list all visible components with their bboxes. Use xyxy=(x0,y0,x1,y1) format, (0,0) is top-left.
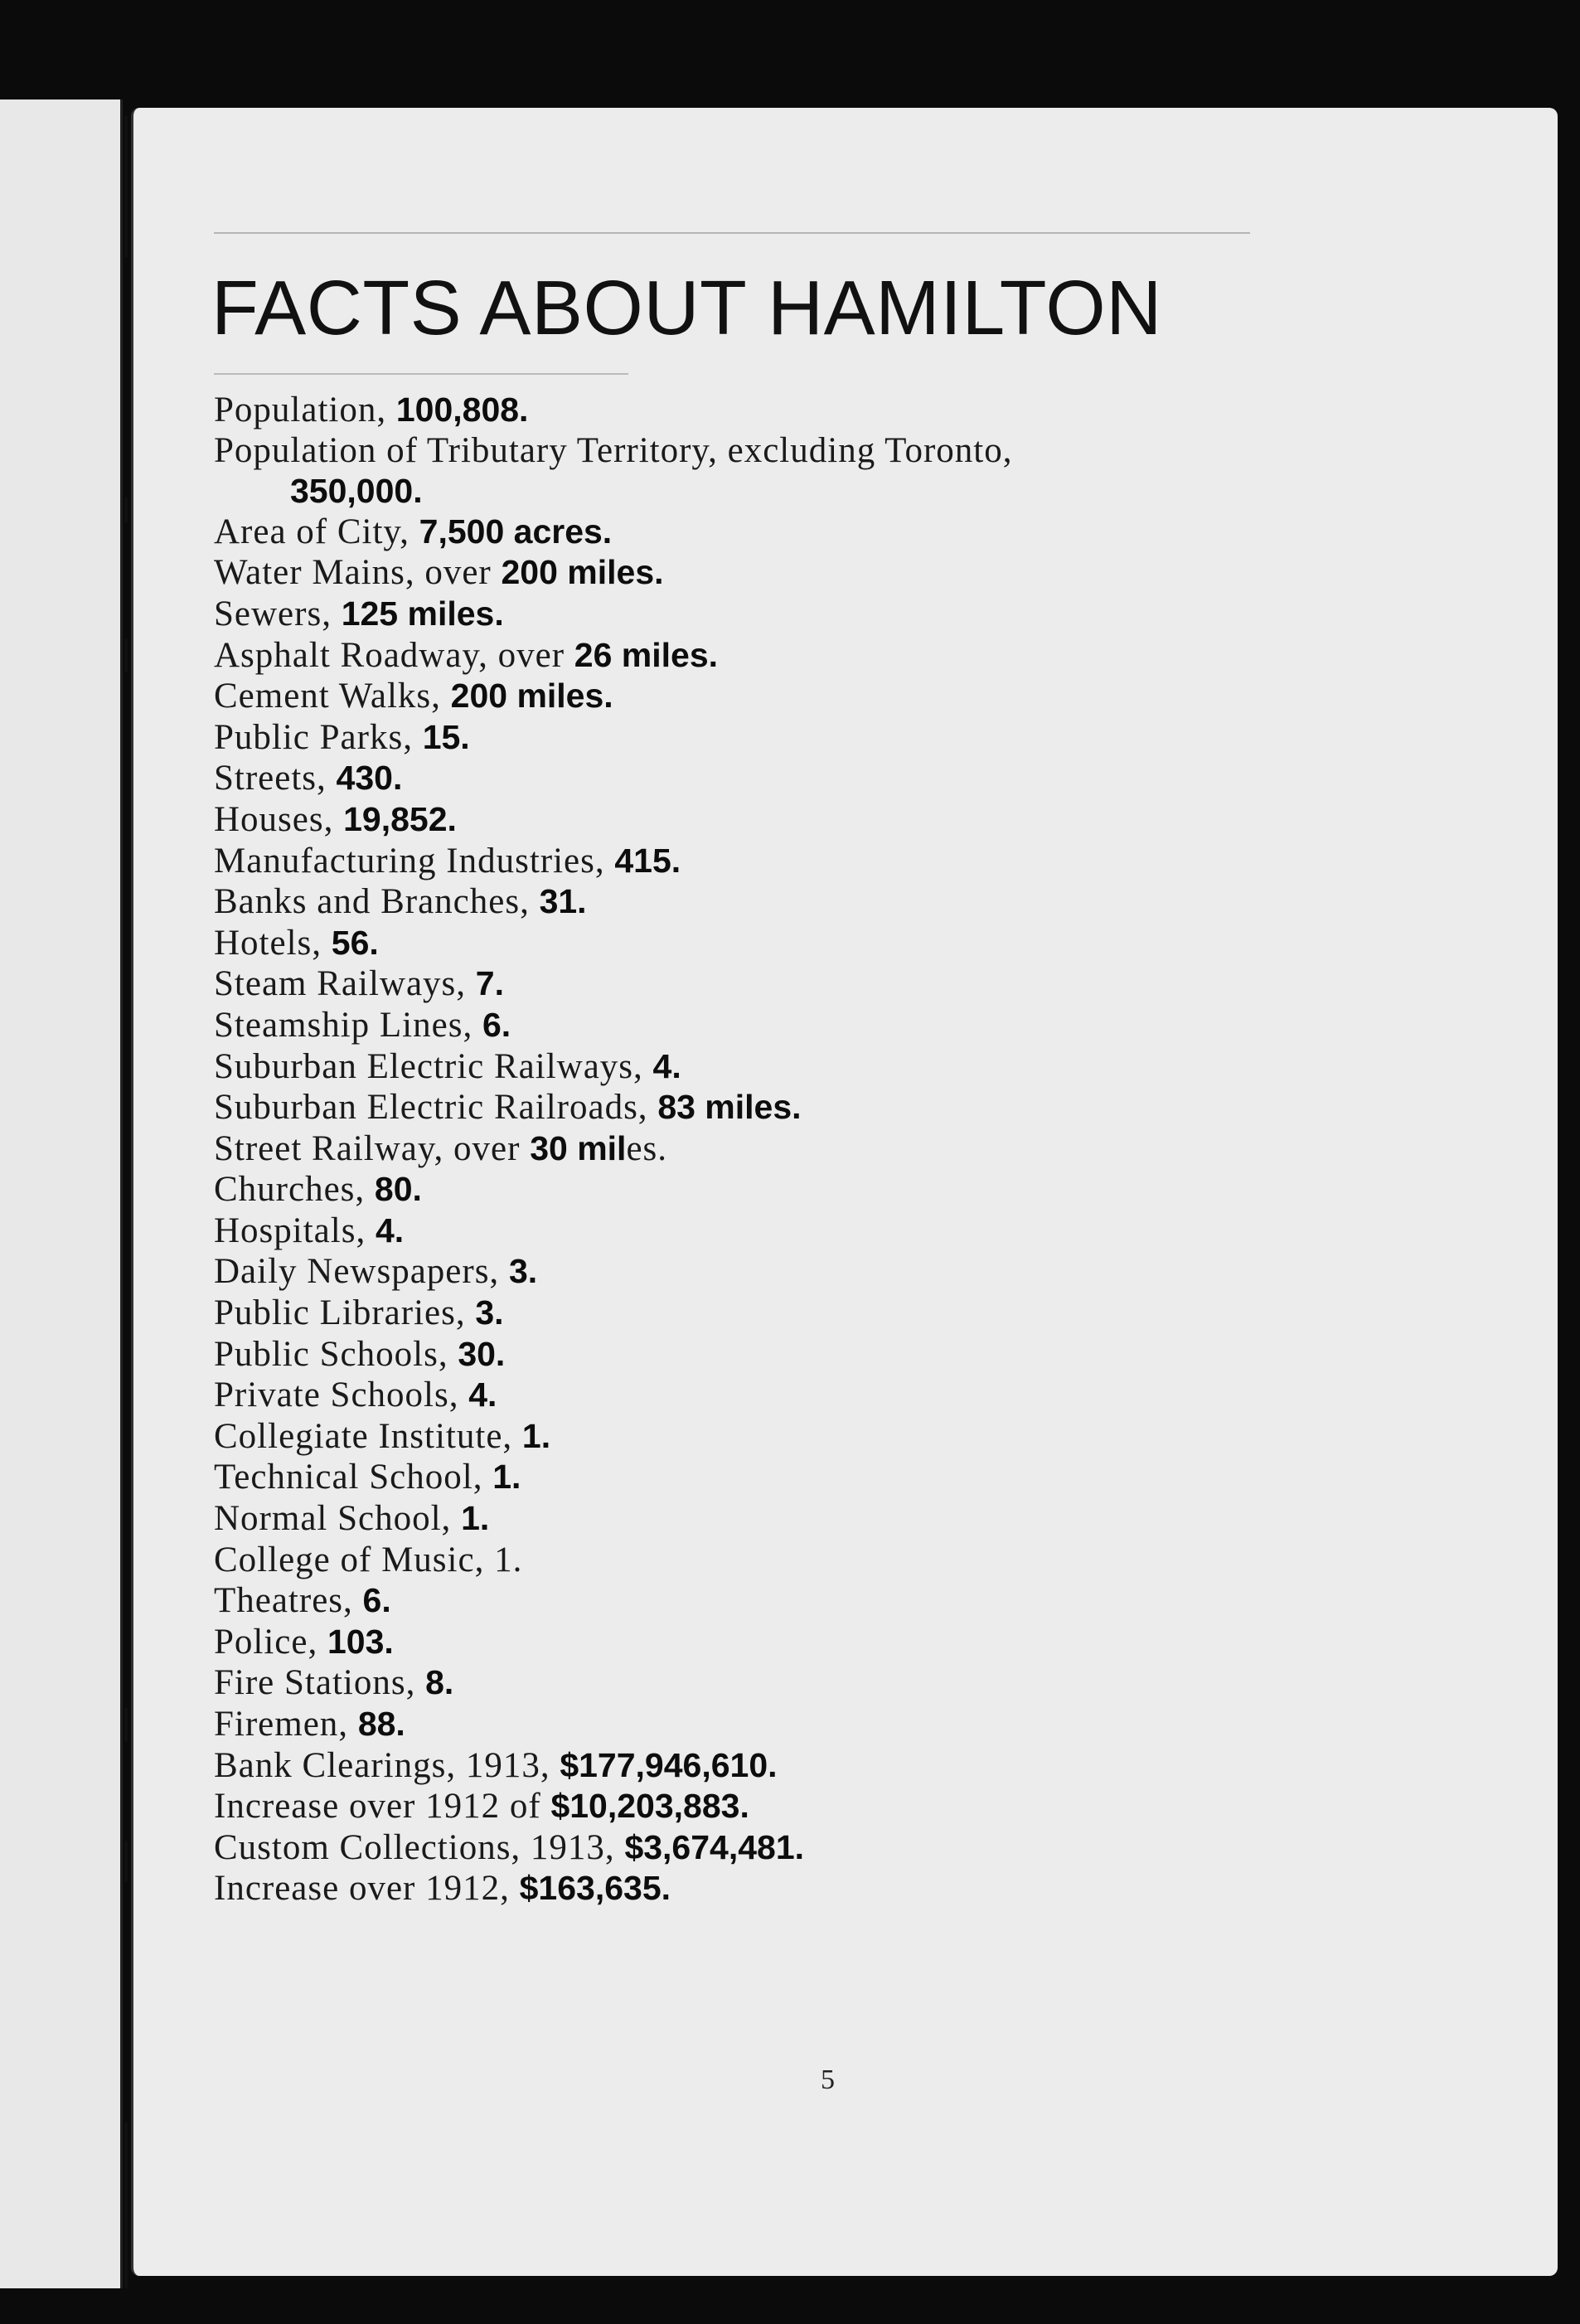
fact-label: Asphalt Roadway, over xyxy=(214,635,574,675)
fact-value: 31. xyxy=(539,882,587,921)
fact-label: Houses, xyxy=(214,799,344,839)
fact-value: 7,500 acres. xyxy=(419,512,613,551)
fact-label: Public Schools, xyxy=(214,1334,458,1374)
fact-value: $163,635. xyxy=(519,1869,671,1908)
fact-label: Suburban Electric Railways, xyxy=(214,1046,653,1086)
fact-value: $177,946,610. xyxy=(560,1745,778,1784)
fact-label: Technical School, xyxy=(214,1458,493,1497)
facts-list xyxy=(214,390,1341,1909)
fact-label: Fire Stations, xyxy=(214,1663,426,1703)
fact-item xyxy=(214,1211,1341,1252)
fact-value: 15. xyxy=(422,717,470,756)
fact-value: 26 miles. xyxy=(574,635,719,674)
fact-label: Population, xyxy=(214,391,396,429)
fact-value: 80. xyxy=(374,1170,422,1209)
page-title: FACTS ABOUT HAMILTON xyxy=(211,264,1162,351)
binding-mark xyxy=(124,2123,128,2288)
fact-value: 6. xyxy=(482,1005,511,1044)
fact-label: Collegiate Institute, xyxy=(214,1416,522,1456)
fact-label: Firemen, xyxy=(214,1705,358,1744)
fact-item xyxy=(214,1128,1341,1170)
fact-item xyxy=(214,1334,1341,1375)
fact-value: 56. xyxy=(331,923,379,962)
binding-mark xyxy=(124,1708,128,1741)
fact-label: Steamship Lines, xyxy=(214,1005,482,1045)
fact-item xyxy=(214,1005,1341,1046)
fact-label: Police, xyxy=(214,1622,327,1662)
fact-value: 4. xyxy=(468,1375,497,1414)
fact-value: 6. xyxy=(362,1581,391,1620)
fact-label: Public Libraries, xyxy=(214,1293,476,1333)
fact-item xyxy=(214,512,1341,553)
fact-label: Suburban Electric Railroads, xyxy=(214,1088,658,1128)
fact-label: Water Mains, over xyxy=(214,553,502,593)
fact-item xyxy=(214,1662,1341,1704)
fact-label: Sewers, xyxy=(214,594,342,633)
fact-value: 7. xyxy=(475,964,504,1003)
fact-value: 1. xyxy=(461,1499,490,1538)
fact-label: Hotels, xyxy=(214,923,332,963)
fact-item xyxy=(214,1375,1341,1416)
binding-mark xyxy=(124,638,128,672)
fact-label: Churches, xyxy=(214,1170,375,1210)
fact-item xyxy=(214,1786,1341,1827)
fact-item xyxy=(214,1622,1341,1663)
fact-label: Increase over 1912, xyxy=(214,1869,520,1909)
fact-value: 30. xyxy=(458,1334,506,1373)
fact-value: 200 miles. xyxy=(501,553,664,592)
top-rule xyxy=(214,232,1250,234)
fact-label: Area of City, xyxy=(214,512,419,551)
fact-label: Streets, xyxy=(214,759,337,798)
fact-label: Theatres, xyxy=(214,1581,363,1621)
fact-value: 103. xyxy=(327,1622,394,1661)
fact-value: 19,852. xyxy=(343,799,457,838)
fact-value: 3. xyxy=(508,1252,538,1291)
page-number: 5 xyxy=(821,2064,835,2095)
fact-item xyxy=(214,1087,1341,1128)
fact-value: $3,674,481. xyxy=(624,1827,805,1866)
fact-item xyxy=(214,1704,1341,1745)
fact-label: Street Railway, over xyxy=(214,1128,531,1168)
fact-item xyxy=(214,594,1341,635)
fact-label: Hospitals, xyxy=(214,1211,376,1250)
fact-item xyxy=(214,431,1341,512)
fact-label: Banks and Branches, xyxy=(214,882,540,922)
fact-item xyxy=(214,1251,1341,1293)
fact-item xyxy=(214,1293,1341,1334)
fact-item xyxy=(214,1540,1341,1581)
fact-label: Public Parks, xyxy=(214,717,423,757)
fact-value: 1. xyxy=(492,1458,521,1497)
fact-item xyxy=(214,1046,1341,1088)
fact-label: Bank Clearings, 1913, xyxy=(214,1745,560,1785)
fact-label: Cement Walks, xyxy=(214,677,451,716)
fact-label: Population of Tributary Territory, excluding Toronto, xyxy=(214,430,1013,470)
fact-value: 100,808. xyxy=(395,391,529,429)
fact-item xyxy=(214,1457,1341,1498)
fact-item xyxy=(214,552,1341,594)
fact-value: 415. xyxy=(614,841,681,880)
fact-value: 3. xyxy=(475,1293,504,1332)
fact-item xyxy=(214,676,1341,717)
fact-value: $10,203,883. xyxy=(550,1787,749,1826)
fact-value: 430. xyxy=(336,759,403,798)
fact-item xyxy=(214,1580,1341,1622)
fact-label: Normal School, xyxy=(214,1499,462,1539)
fact-item xyxy=(214,923,1341,964)
fact-item xyxy=(214,1745,1341,1787)
binding-mark xyxy=(124,497,128,522)
fact-item xyxy=(214,1169,1341,1211)
binding-mark xyxy=(124,1841,128,1882)
fact-value: 4. xyxy=(652,1046,681,1085)
fact-item xyxy=(214,881,1341,923)
fact-value: 1. xyxy=(521,1416,551,1455)
binding-mark xyxy=(124,116,128,257)
fact-item xyxy=(214,390,1341,431)
fact-label: Manufacturing Industries, xyxy=(214,841,615,881)
fact-suffix: es. xyxy=(626,1128,668,1168)
fact-item xyxy=(214,1498,1341,1540)
fact-item xyxy=(214,799,1341,841)
fact-label: Daily Newspapers, xyxy=(214,1252,509,1292)
fact-value: 4. xyxy=(375,1211,405,1249)
fact-label: Private Schools, xyxy=(214,1375,469,1415)
fact-value: 350,000. xyxy=(290,472,423,511)
fact-item xyxy=(214,1416,1341,1458)
fact-label: Steam Railways, xyxy=(214,964,476,1004)
fact-value: 30 mil xyxy=(530,1128,627,1167)
fact-value: 88. xyxy=(357,1705,405,1743)
title-rule xyxy=(214,373,628,375)
fact-item xyxy=(214,1827,1341,1869)
fact-label: College of Music, 1. xyxy=(214,1540,523,1579)
fact-item xyxy=(214,841,1341,882)
fact-item xyxy=(214,717,1341,759)
fact-item xyxy=(214,758,1341,799)
fact-value: 200 miles. xyxy=(450,677,613,716)
fact-value: 83 miles. xyxy=(657,1088,802,1127)
fact-item xyxy=(214,1868,1341,1909)
fact-value: 125 miles. xyxy=(341,594,504,633)
fact-item xyxy=(214,635,1341,677)
fact-item xyxy=(214,963,1341,1005)
fact-label: Custom Collections, 1913, xyxy=(214,1827,625,1867)
fact-value: 8. xyxy=(425,1663,454,1702)
facing-page-edge xyxy=(0,99,123,2288)
fact-label: Increase over 1912 of xyxy=(214,1787,551,1827)
